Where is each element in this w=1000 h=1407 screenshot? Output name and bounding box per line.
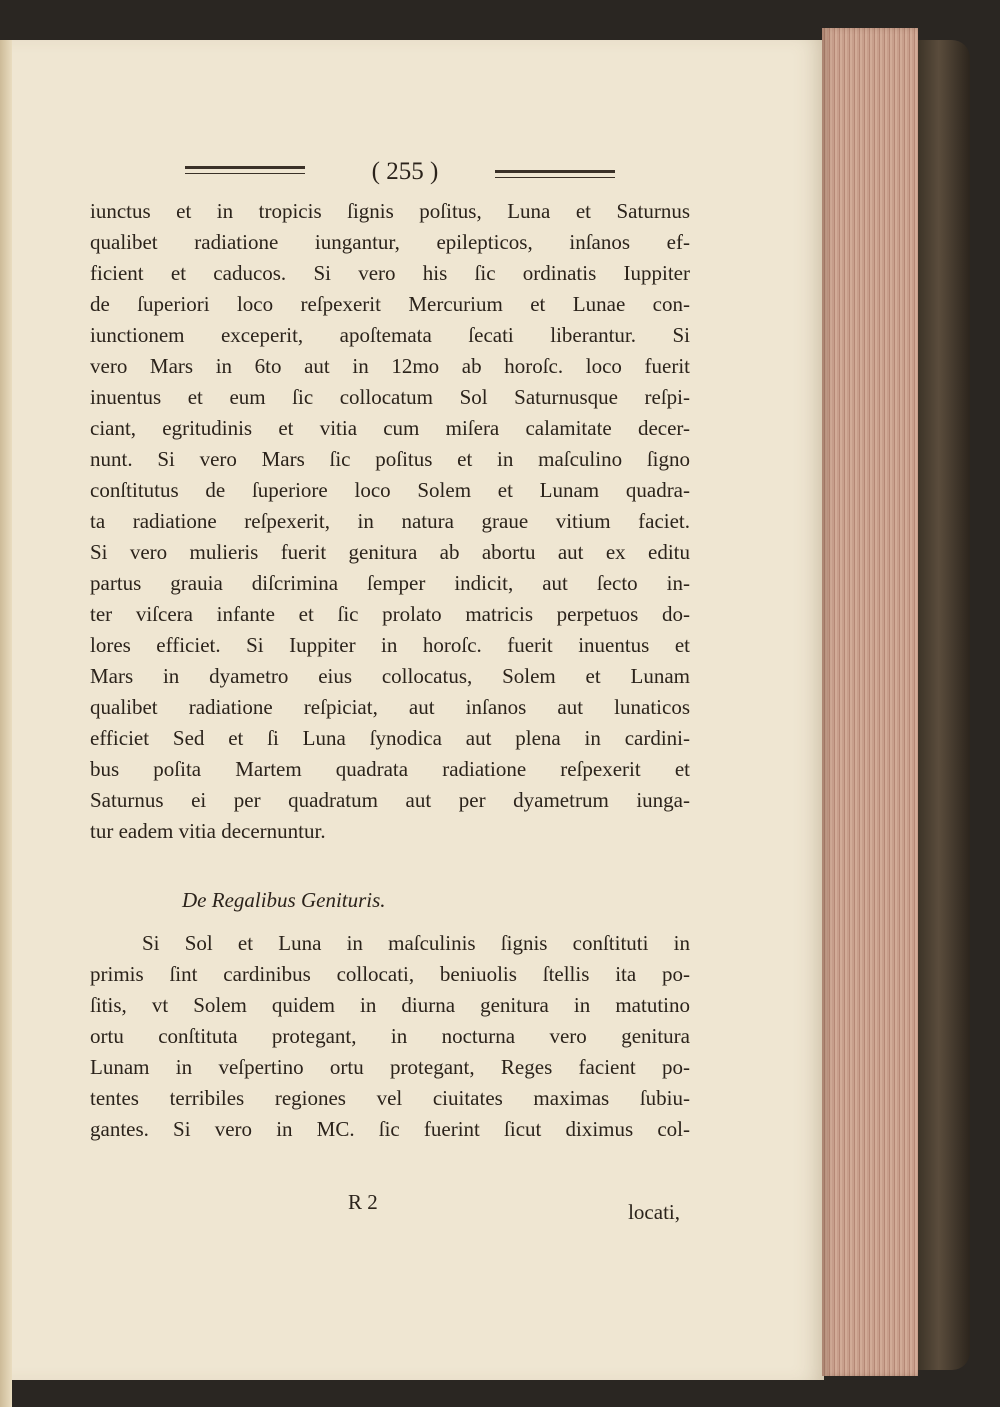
- catchword: locati,: [628, 1200, 680, 1224]
- text-line: tur eadem vitia decernuntur.: [90, 819, 326, 843]
- text-line: vero Mars in 6to aut in 12mo ab horoſc. loco fuerit: [90, 354, 690, 378]
- text-line: Mars in dyametro eius collocatus, Solem et Lunam: [90, 664, 690, 688]
- page-block-edges: [822, 28, 918, 1376]
- page-header: [185, 158, 615, 194]
- signature-mark: R 2: [348, 1190, 378, 1214]
- header-rule-left: [185, 166, 305, 174]
- text-line: ter viſcera infante et ſic prolato matricis perpetuos do-: [90, 602, 690, 626]
- page-number: ( 255 ): [371, 158, 439, 185]
- text-line: Si vero mulieris fuerit genitura ab abortu aut ex editu: [90, 540, 690, 564]
- page-footer: [90, 1190, 680, 1224]
- text-line: ſitis, vt Solem quidem in diurna genitura in matutino: [90, 993, 690, 1017]
- text-line: iunctus et in tropicis ſignis poſitus, Luna et Saturnus: [90, 199, 690, 223]
- left-page-edge: [0, 40, 12, 1407]
- text-line: Saturnus ei per quadratum aut per dyametrum iunga-: [90, 788, 690, 812]
- book-spine: [918, 40, 970, 1370]
- text-line: tentes terribiles regiones vel ciuitates maximas ſubiu-: [90, 1086, 690, 1110]
- text-line: gantes. Si vero in MC. ſic fuerint ſicut diximus col-: [90, 1117, 690, 1141]
- text-line: bus poſita Martem quadrata radiatione reſpexerit et: [90, 757, 690, 781]
- header-rule-right: [495, 170, 615, 178]
- text-line: ta radiatione reſpexerit, in natura graue vitium faciet.: [90, 509, 690, 533]
- text-line: nunt. Si vero Mars ſic poſitus et in maſculino ſigno: [90, 447, 690, 471]
- text-line: iunctionem exceperit, apoſtemata ſecati liberantur. Si: [90, 323, 690, 347]
- text-line: ficient et caducos. Si vero his ſic ordinatis Iuppiter: [90, 261, 690, 285]
- text-line: Si Sol et Luna in maſculinis ſignis conſtituti in: [142, 931, 690, 955]
- text-line: efficiet Sed et ſi Luna ſynodica aut plena in cardini-: [90, 726, 690, 750]
- text-line: Lunam in veſpertino ortu protegant, Reges facient po-: [90, 1055, 690, 1079]
- text-line: qualibet radiatione reſpiciat, aut inſanos aut lunaticos: [90, 695, 690, 719]
- text-line: qualibet radiatione iungantur, epilepticos, inſanos ef-: [90, 230, 690, 254]
- body-text: [90, 196, 690, 1145]
- text-line: ortu conſtituta protegant, in nocturna vero genitura: [90, 1024, 690, 1048]
- section-heading: De Regalibus Genituris.: [182, 888, 386, 912]
- text-line: de ſuperiori loco reſpexerit Mercurium et Lunae con-: [90, 292, 690, 316]
- text-line: ciant, egritudinis et vitia cum miſera calamitate decer-: [90, 416, 690, 440]
- text-line: lores efficiet. Si Iuppiter in horoſc. fuerit inuentus et: [90, 633, 690, 657]
- text-line: conſtitutus de ſuperiore loco Solem et Lunam quadra-: [90, 478, 690, 502]
- text-line: primis ſint cardinibus collocati, beniuolis ſtellis ita po-: [90, 962, 690, 986]
- text-line: inuentus et eum ſic collocatum Sol Saturnusque reſpi-: [90, 385, 690, 409]
- text-line: partus grauia diſcrimina ſemper indicit, aut ſecto in-: [90, 571, 690, 595]
